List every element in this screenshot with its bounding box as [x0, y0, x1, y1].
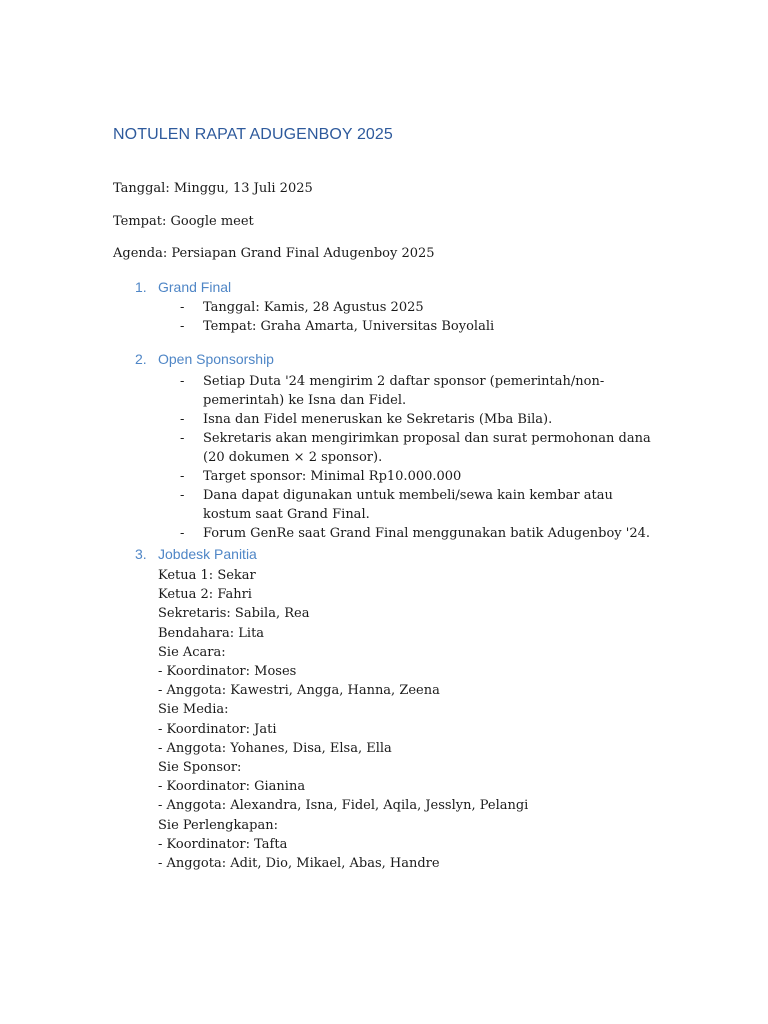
open-sponsorship-list: [180, 372, 660, 543]
list-item: - Setiap Duta '24 mengirim 2 daftar sponsor (pemerintah/non-pemerintah) ke Isna dan Fidel.: [180, 374, 605, 408]
section-number: 3.: [135, 546, 147, 562]
document-title: NOTULEN RAPAT ADUGENBOY 2025: [113, 126, 393, 143]
roster-line: - Koordinator: Moses: [158, 664, 297, 680]
bullet-dash: -: [180, 300, 185, 315]
roster-line: Sie Sponsor:: [158, 760, 242, 776]
section-heading-grand-final: [135, 278, 231, 296]
roster-line: Bendahara: Lita: [158, 625, 265, 641]
bullet-dash: -: [180, 431, 185, 446]
bullet-dash: -: [180, 374, 185, 389]
roster-line: - Anggota: Yohanes, Disa, Elsa, Ella: [158, 740, 392, 756]
roster-line: Ketua 2: Fahri: [158, 587, 252, 603]
section-title: Grand Final: [158, 279, 232, 295]
section-number: 2.: [135, 351, 147, 367]
grand-final-list: [180, 298, 660, 336]
roster-line: Sie Acara:: [158, 644, 226, 660]
list-item: - Tempat: Graha Amarta, Universitas Boyolali: [180, 319, 495, 334]
roster-line: Sie Media:: [158, 702, 229, 718]
bullet-dash: -: [180, 412, 185, 427]
meeting-agenda: Agenda: Persiapan Grand Final Adugenboy 2025: [113, 246, 435, 261]
list-item: - Target sponsor: Minimal Rp10.000.000: [180, 469, 462, 484]
roster-line: Ketua 1: Sekar: [158, 568, 256, 583]
meeting-date: Tanggal: Minggu, 13 Juli 2025: [113, 181, 313, 196]
list-item: - Forum GenRe saat Grand Final menggunakan batik Adugenboy '24.: [180, 526, 651, 541]
section-title: Open Sponsorship: [158, 351, 274, 367]
list-item: - Isna dan Fidel meneruskan ke Sekretaris (Mba Bila).: [180, 412, 553, 427]
bullet-dash: -: [180, 488, 185, 503]
bullet-dash: -: [180, 526, 185, 541]
list-item: - Tanggal: Kamis, 28 Agustus 2025: [180, 300, 424, 315]
section-heading-open-sponsorship: [135, 350, 274, 368]
bullet-dash: -: [180, 469, 185, 484]
roster-line: - Koordinator: Jati: [158, 721, 277, 737]
roster-line: - Koordinator: Tafta: [158, 836, 288, 852]
list-item: - Sekretaris akan mengirimkan proposal dan surat permohonan dana (20 dokumen × 2 sponsor).: [180, 431, 651, 465]
section-heading-jobdesk-panitia: [135, 545, 257, 563]
section-number: 1.: [135, 279, 147, 295]
list-item: - Dana dapat digunakan untuk membeli/sewa kain kembar atau kostum saat Grand Final.: [180, 488, 613, 522]
roster-line: - Koordinator: Gianina: [158, 779, 306, 795]
roster-line: - Anggota: Kawestri, Angga, Hanna, Zeena: [158, 683, 440, 699]
section-title: Jobdesk Panitia: [158, 546, 257, 562]
bullet-dash: -: [180, 319, 185, 334]
roster-line: Sekretaris: Sabila, Rea: [158, 606, 310, 622]
meeting-place: Tempat: Google meet: [113, 214, 254, 229]
roster-line: - Anggota: Adit, Dio, Mikael, Abas, Handre: [158, 856, 440, 872]
committee-roster: [158, 566, 528, 873]
roster-line: Sie Perlengkapan:: [158, 817, 278, 833]
roster-line: - Anggota: Alexandra, Isna, Fidel, Aqila, Jesslyn, Pelangi: [158, 798, 529, 814]
